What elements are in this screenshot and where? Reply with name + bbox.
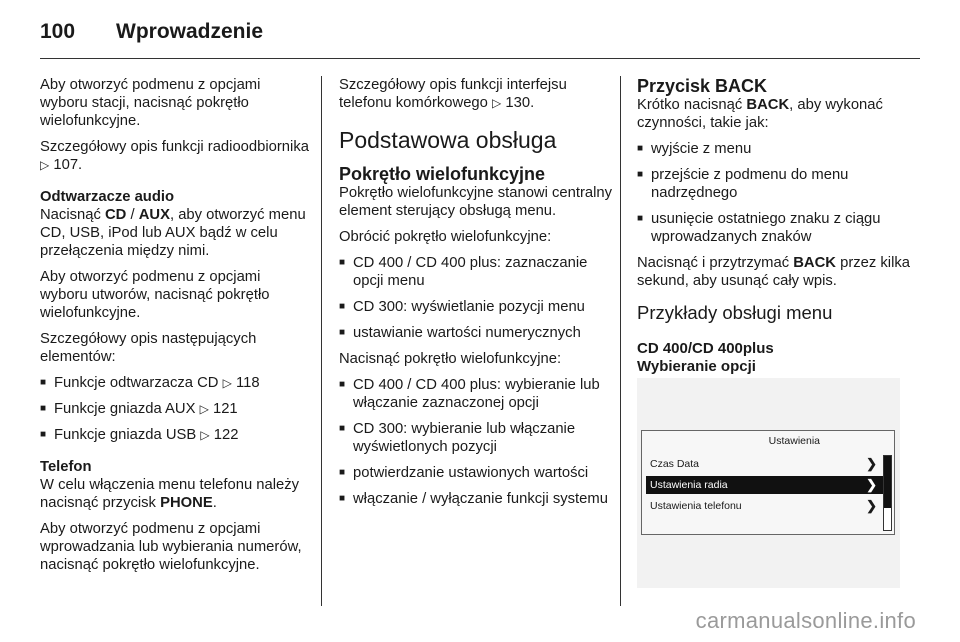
page-reference-icon: ▷ <box>40 158 50 172</box>
paragraph: Szczegółowy opis następujących elementów: <box>40 331 257 365</box>
chevron-right-icon: ❯ <box>866 477 877 492</box>
separator: / <box>130 207 135 223</box>
paragraph-text: W celu włączenia menu telefonu należy nacisnąć przycisk <box>40 477 300 511</box>
page-reference-icon: ▷ <box>492 96 502 110</box>
section-title: Podstawowa obsługa <box>339 127 557 153</box>
paragraph <box>40 138 310 174</box>
paragraph-text: Szczegółowy opis funkcji interfejsu telefonu komórkowego <box>339 77 567 111</box>
subsection-title: Pokrętło wielofunkcyjne <box>339 164 546 184</box>
button-label-phone: PHONE <box>160 495 213 511</box>
page-reference: 107. <box>53 157 83 173</box>
list-item: ■ włączanie / wyłączanie funkcji systemu <box>339 490 614 508</box>
column-divider <box>620 76 621 606</box>
back-list <box>637 140 927 246</box>
button-label-aux: AUX <box>138 207 170 223</box>
column-3 <box>637 76 927 376</box>
page-reference-icon: ▷ <box>199 402 209 416</box>
list-item <box>40 426 310 444</box>
screen-title-text: Ustawienia <box>768 435 820 447</box>
menu-row <box>646 497 883 515</box>
paragraph <box>40 206 310 260</box>
page-number: 100 <box>40 20 76 43</box>
paragraph-text: Nacisnąć i przytrzymać <box>637 255 790 271</box>
list-item-text: Funkcje odtwarzacza CD <box>54 375 219 391</box>
section-heading: Odtwarzacze audio <box>40 189 175 205</box>
scrollbar-thumb <box>884 456 891 508</box>
chevron-right-icon: ❯ <box>866 456 877 471</box>
column-2 <box>339 76 614 516</box>
list-item: ■ CD 400 / CD 400 plus: zaznaczanie opcji menu <box>339 254 614 290</box>
menu-row-label: Ustawienia radia <box>650 479 728 491</box>
paragraph: Aby otworzyć podmenu z opcjami wyboru utworów, nacisnąć pokrętło wielofunkcyjne. <box>40 269 270 321</box>
column-1 <box>40 76 310 582</box>
button-label-cd: CD <box>104 207 127 223</box>
paragraph-text: Krótko nacisnąć <box>637 97 743 113</box>
paragraph-text: Nacisnąć <box>40 207 101 223</box>
page-reference: 122 <box>213 427 239 443</box>
paragraph-text: , aby wykonać czynności, takie jak: <box>637 97 883 131</box>
scrollbar <box>883 455 892 531</box>
page-reference: 121 <box>212 401 238 417</box>
paragraph: Aby otworzyć podmenu z opcjami wyboru stacji, nacisnąć pokrętło wielofunkcyjne. <box>40 77 261 129</box>
paragraph: Obrócić pokrętło wielofunkcyjne: <box>339 229 552 245</box>
list-item: ■ ustawianie wartości numerycznych <box>339 324 614 342</box>
watermark: carmanualsonline.info <box>695 608 916 633</box>
list-item: ■ potwierdzanie ustawionych wartości <box>339 464 614 482</box>
paragraph-text: Szczegółowy opis funkcji radioodbiornika <box>40 139 309 155</box>
list-item: ■ CD 400 / CD 400 plus: wybieranie lub włączanie zaznaczonej opcji <box>339 376 614 412</box>
subsection-title: Przykłady obsługi menu <box>637 302 833 323</box>
audio-list <box>40 374 310 444</box>
paragraph-text: , aby otworzyć menu CD, USB, iPod lub AUX bądź w celu przełączenia między nimi. <box>40 207 306 259</box>
list-item: ■ CD 300: wyświetlanie pozycji menu <box>339 298 614 316</box>
menu-row <box>646 455 883 473</box>
minor-heading: CD 400/CD 400plus <box>637 340 774 357</box>
subsection-title: Przycisk BACK <box>637 76 768 96</box>
paragraph: Pokrętło wielofunkcyjne stanowi centralny element sterujący obsługą menu. <box>339 185 613 219</box>
settings-menu-screen <box>641 430 895 535</box>
page-reference: 130. <box>505 95 535 111</box>
list-item: ■ CD 300: wybieranie lub włączanie wyświetlonych pozycji <box>339 420 614 456</box>
page-reference-icon: ▷ <box>222 376 232 390</box>
paragraph: Aby otworzyć podmenu z opcjami wprowadzania lub wybierania numerów, nacisnąć pokrętło wielofunkcyjne. <box>40 521 302 573</box>
rotate-list <box>339 254 614 342</box>
menu-row-label: Czas Data <box>650 458 700 470</box>
press-list <box>339 376 614 508</box>
list-item <box>40 374 310 392</box>
page-reference: 118 <box>235 375 260 391</box>
list-item-text: Funkcje gniazda AUX <box>54 401 196 417</box>
list-item: ■ przejście z podmenu do menu nadrzędnego <box>637 166 927 202</box>
list-item: ■ usunięcie ostatniego znaku z ciągu wprowadzanych znaków <box>637 210 927 246</box>
paragraph <box>637 96 927 132</box>
display-illustration <box>637 378 900 588</box>
menu-row-selected <box>646 476 883 494</box>
section-heading: Telefon <box>40 459 92 475</box>
list-item <box>40 400 310 418</box>
list-item: ■ wyjście z menu <box>637 140 927 158</box>
menu-row-label: Ustawienia telefonu <box>650 500 742 512</box>
paragraph-text: . <box>212 495 217 511</box>
page-reference-icon: ▷ <box>200 428 210 442</box>
paragraph-text: przez kilka sekund, aby usunąć cały wpis. <box>637 255 911 289</box>
button-label-back: BACK <box>793 255 836 271</box>
button-label-back: BACK <box>746 97 790 113</box>
paragraph <box>40 476 310 512</box>
paragraph <box>637 254 927 290</box>
minor-heading: Wybieranie opcji <box>637 358 756 375</box>
paragraph: Nacisnąć pokrętło wielofunkcyjne: <box>339 351 562 367</box>
paragraph <box>339 76 614 112</box>
screen-title <box>642 431 894 451</box>
chapter-title: Wprowadzenie <box>116 20 264 43</box>
header-rule <box>40 58 920 59</box>
list-item-text: Funkcje gniazda USB <box>54 427 197 443</box>
chevron-right-icon: ❯ <box>866 498 877 513</box>
column-divider <box>321 76 322 606</box>
